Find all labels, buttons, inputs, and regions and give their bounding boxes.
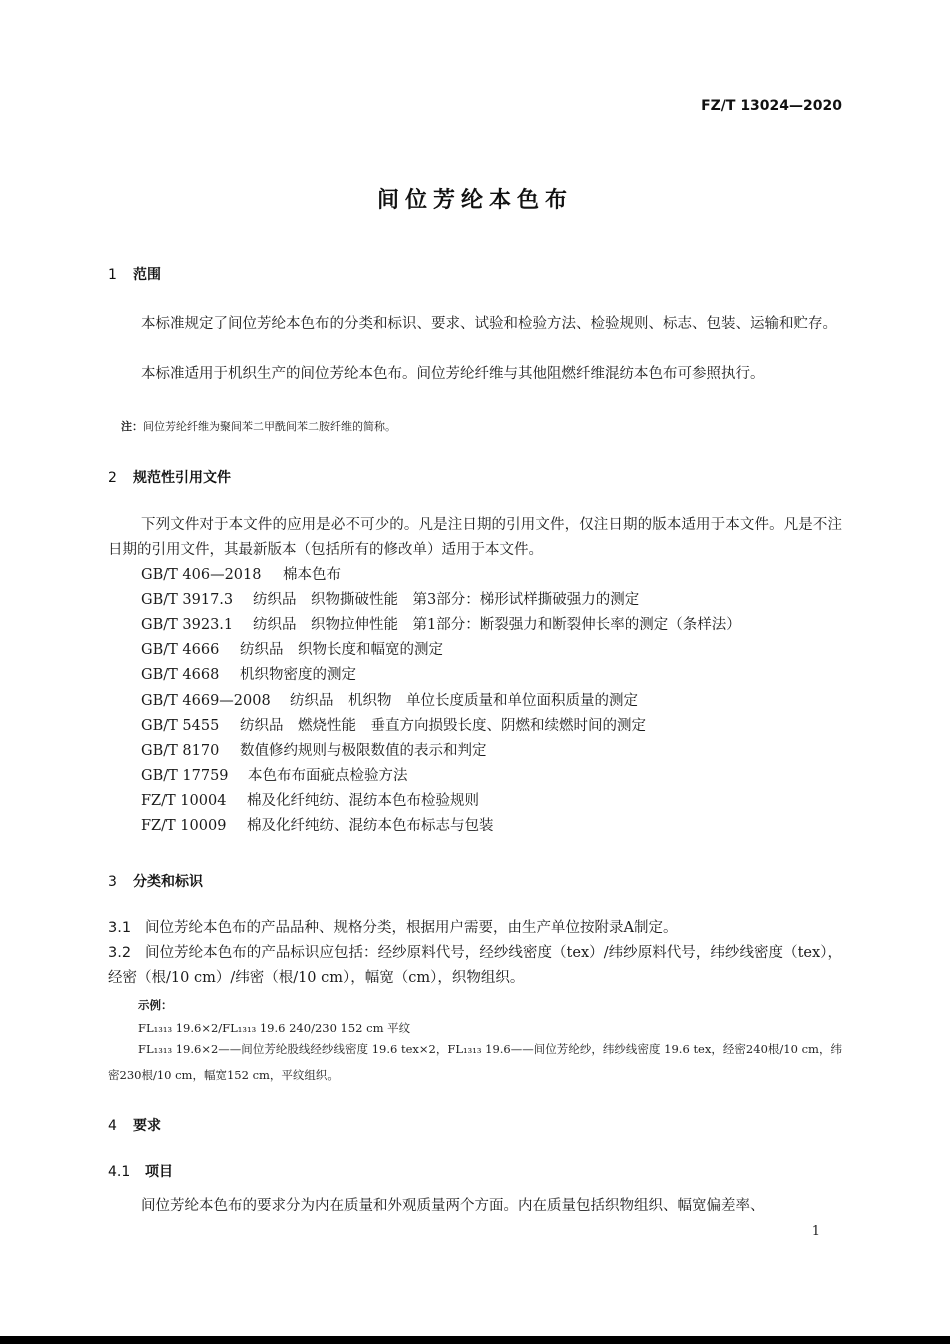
bottom-border	[0, 1336, 950, 1344]
clause-number: 4.1	[108, 1164, 131, 1180]
scope-note	[121, 418, 396, 434]
section-3-heading	[108, 871, 203, 891]
clause-text: 间位芳纶本色布的产品标识应包括：经纱原料代号，经纱线密度（tex）/纬纱原料代号，纬纱线密度（tex），经密（根/10 cm）/纬密（根/10 cm），幅宽（cm），织物组织。	[108, 945, 842, 986]
clause-title: 项目	[145, 1164, 173, 1180]
standard-code: FZ/T 13024—2020	[701, 98, 842, 114]
document-title: 间位芳纶本色布	[376, 188, 573, 213]
section-title: 规范性引用文件	[133, 470, 231, 486]
clause-4-1-heading	[108, 1161, 173, 1181]
reference-item	[141, 663, 356, 688]
reference-code: GB/T 4666	[141, 642, 220, 658]
reference-item	[141, 563, 341, 588]
reference-code: GB/T 4668	[141, 667, 220, 683]
section-1-heading	[108, 264, 161, 284]
reference-title: 纺织品 织物拉伸性能 第1部分：断裂强力和断裂伸长率的测定（条样法）	[253, 617, 741, 633]
section-number: 3	[108, 874, 117, 890]
section-number: 4	[108, 1118, 117, 1134]
reference-title: 纺织品 燃烧性能 垂直方向损毁长度、阴燃和续燃时间的测定	[240, 718, 646, 734]
section-title: 分类和标识	[133, 874, 203, 890]
reference-title: 棉本色布	[283, 567, 341, 583]
reference-title: 棉及化纤纯纺、混纺本色布检验规则	[247, 793, 479, 809]
reference-code: GB/T 3917.3	[141, 592, 234, 608]
reference-title: 本色布布面疵点检验方法	[248, 768, 408, 784]
reference-code: GB/T 3923.1	[141, 617, 234, 633]
reference-title: 纺织品 机织物 单位长度质量和单位面积质量的测定	[290, 693, 638, 709]
reference-title: 机织物密度的测定	[240, 667, 356, 683]
reference-code: GB/T 406—2018	[141, 567, 262, 583]
reference-item	[141, 789, 479, 814]
section-title: 要求	[133, 1118, 161, 1134]
reference-item	[141, 689, 638, 714]
reference-item	[141, 714, 646, 739]
clause-3-1	[108, 916, 842, 941]
clause-number: 3.2	[108, 945, 132, 961]
reference-code: GB/T 5455	[141, 718, 220, 734]
section-title: 范围	[133, 267, 161, 283]
reference-item	[141, 764, 408, 789]
reference-code: GB/T 8170	[141, 743, 220, 759]
note-text: 间位芳纶纤维为聚间苯二甲酰间苯二胺纤维的简称。	[143, 420, 396, 433]
page-number: 1	[811, 1224, 820, 1239]
reference-title: 纺织品 织物长度和幅宽的测定	[240, 642, 443, 658]
reference-code: GB/T 17759	[141, 768, 229, 784]
reference-item	[141, 638, 443, 663]
reference-title: 纺织品 织物撕破性能 第3部分：梯形试样撕破强力的测定	[253, 592, 640, 608]
section-2-heading	[108, 467, 231, 487]
section-number: 2	[108, 470, 117, 486]
section-number: 1	[108, 267, 117, 283]
example-label: 示例：	[138, 998, 173, 1012]
example-line-2: FL₁₃₁₃ 19.6×2——间位芳纶股线经纱线密度 19.6 tex×2，FL₁₃₁₃ 19.6——间位芳纶纱，纬纱线密度 19.6 tex，经密240根/10 cm，纬密230根/10 cm，幅宽152 cm，平纹组织。	[108, 1042, 842, 1082]
reference-code: FZ/T 10009	[141, 818, 227, 834]
references-intro: 下列文件对于本文件的应用是必不可少的。凡是注日期的引用文件，仅注日期的版本适用于本文件。凡是不注日期的引用文件，其最新版本（包括所有的修改单）适用于本文件。	[108, 517, 842, 558]
reference-title: 棉及化纤纯纺、混纺本色布标志与包装	[247, 818, 494, 834]
clause-text: 间位芳纶本色布的产品品种、规格分类，根据用户需要，由生产单位按附录A制定。	[145, 920, 678, 936]
note-label: 注：	[121, 420, 143, 433]
scope-paragraph-2: 本标准适用于机织生产的间位芳纶本色布。间位芳纶纤维与其他阻燃纤维混纺本色布可参照执行。	[141, 366, 765, 382]
example-line-1: FL₁₃₁₃ 19.6×2/FL₁₃₁₃ 19.6 240/230 152 cm 平纹	[138, 1021, 411, 1035]
reference-code: FZ/T 10004	[141, 793, 227, 809]
reference-item	[141, 739, 487, 764]
clause-number: 3.1	[108, 920, 132, 936]
reference-item	[141, 814, 494, 839]
reference-item	[141, 613, 741, 638]
clause-3-2	[108, 941, 842, 991]
scope-paragraph-1: 本标准规定了间位芳纶本色布的分类和标识、要求、试验和检验方法、检验规则、标志、包装、运输和贮存。	[141, 316, 837, 332]
reference-code: GB/T 4669—2008	[141, 693, 271, 709]
reference-item	[141, 588, 639, 613]
reference-title: 数值修约规则与极限数值的表示和判定	[240, 743, 487, 759]
section-4-heading	[108, 1115, 161, 1135]
requirements-paragraph: 间位芳纶本色布的要求分为内在质量和外观质量两个方面。内在质量包括织物组织、幅宽偏差率、	[141, 1198, 765, 1214]
